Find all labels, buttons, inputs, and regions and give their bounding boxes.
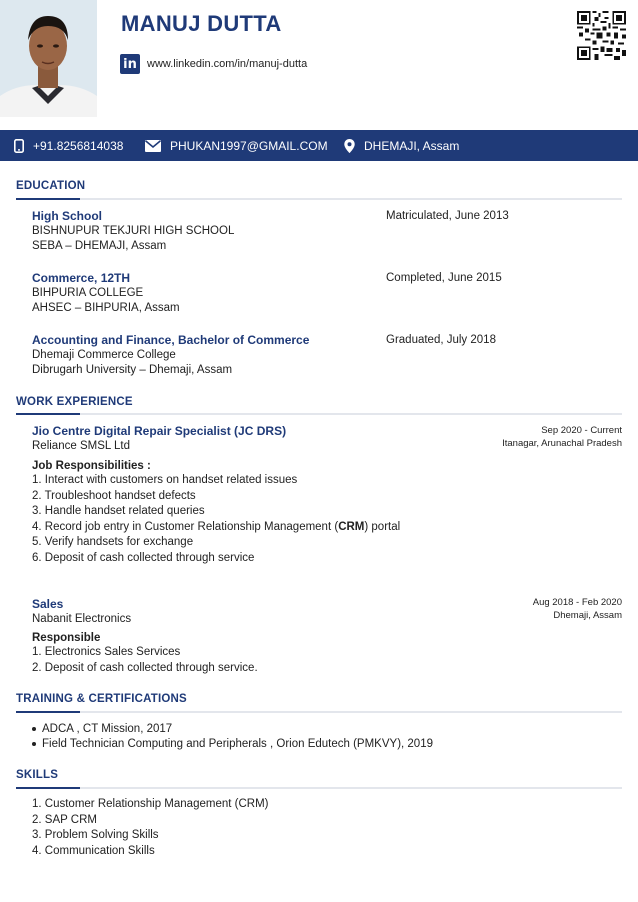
section-title-training: TRAINING & CERTIFICATIONS bbox=[16, 693, 187, 705]
list-item: 5. Verify handsets for exchange bbox=[32, 536, 194, 548]
section-divider bbox=[16, 787, 622, 789]
phone-icon bbox=[14, 139, 24, 153]
section-title-education: EDUCATION bbox=[16, 180, 86, 192]
education-board: AHSEC – BIHPURIA, Assam bbox=[32, 302, 180, 314]
education-heading: High School bbox=[32, 209, 102, 223]
phone-number[interactable]: +91.8256814038 bbox=[33, 138, 124, 153]
training-item: Field Technician Computing and Peripherals , Orion Edutech (PMKVY), 2019 bbox=[42, 738, 433, 751]
job-company: Nabanit Electronics bbox=[32, 613, 132, 625]
email-address[interactable]: PHUKAN1997@GMAIL.COM bbox=[170, 138, 328, 153]
job-title: Jio Centre Digital Repair Specialist (JC DRS) bbox=[32, 424, 287, 438]
list-item: 6. Deposit of cash collected through service bbox=[32, 551, 255, 564]
list-item bbox=[32, 721, 433, 737]
education-date: Completed, June 2015 bbox=[386, 272, 502, 284]
education-date: Matriculated, June 2013 bbox=[386, 210, 509, 222]
skills-list bbox=[32, 797, 268, 859]
location-text: DHEMAJI, Assam bbox=[364, 138, 460, 153]
job-location: Dhemaji, Assam bbox=[553, 610, 622, 621]
job-company: Reliance SMSL Ltd bbox=[32, 440, 131, 452]
job-subheading: Job Responsibilities : bbox=[32, 460, 151, 472]
training-list bbox=[32, 721, 433, 752]
job-dates: Aug 2018 - Feb 2020 bbox=[532, 597, 622, 608]
list-item bbox=[32, 737, 433, 753]
list-item: 1. Interact with customers on handset related issues bbox=[32, 474, 298, 486]
training-item: ADCA , CT Mission, 2017 bbox=[42, 722, 173, 735]
list-item: 2. Troubleshoot handset defects bbox=[32, 489, 196, 502]
qr-code bbox=[577, 11, 626, 60]
linkedin-icon: in bbox=[120, 54, 140, 74]
list-item-emphasis: CRM bbox=[338, 520, 365, 533]
job-meta bbox=[502, 424, 622, 450]
list-item bbox=[32, 520, 400, 536]
education-heading: Commerce, 12TH bbox=[32, 271, 131, 285]
list-item: 3. Problem Solving Skills bbox=[32, 829, 159, 841]
job-title: Sales bbox=[32, 597, 64, 611]
education-date: Graduated, July 2018 bbox=[386, 334, 496, 346]
list-item-text: ) portal bbox=[364, 520, 401, 533]
linkedin-url[interactable]: www.linkedin.com/in/manuj-dutta bbox=[147, 58, 308, 70]
bullet-icon bbox=[32, 727, 36, 731]
list-item: 1. Electronics Sales Services bbox=[32, 646, 181, 658]
job-duties bbox=[32, 645, 258, 676]
list-item: 3. Handle handset related queries bbox=[32, 505, 205, 517]
profile-photo bbox=[0, 0, 97, 117]
education-board: Dibrugarh University – Dhemaji, Assam bbox=[32, 364, 233, 376]
education-heading: Accounting and Finance, Bachelor of Commerce bbox=[32, 333, 310, 347]
education-institution: BISHNUPUR TEKJURI HIGH SCHOOL bbox=[32, 225, 235, 237]
job-meta bbox=[533, 596, 622, 622]
list-item: 2. SAP CRM bbox=[32, 813, 97, 826]
section-divider bbox=[16, 413, 622, 415]
bullet-icon bbox=[32, 742, 36, 746]
contact-email[interactable] bbox=[145, 130, 328, 161]
contact-location bbox=[344, 130, 459, 161]
job-duties bbox=[32, 473, 400, 566]
job-location: Itanagar, Arunachal Pradesh bbox=[502, 438, 622, 449]
candidate-name: MANUJ DUTTA bbox=[121, 11, 282, 36]
job-dates: Sep 2020 - Current bbox=[541, 425, 622, 436]
education-board: SEBA – DHEMAJI, Assam bbox=[32, 240, 167, 252]
list-item: 4. Communication Skills bbox=[32, 844, 155, 857]
section-title-skills: SKILLS bbox=[16, 769, 59, 781]
list-item: 1. Customer Relationship Management (CRM) bbox=[32, 798, 269, 810]
section-divider bbox=[16, 711, 622, 713]
list-item-text: 4. Record job entry in Customer Relationship Management ( bbox=[32, 520, 339, 533]
contact-phone[interactable] bbox=[14, 130, 123, 161]
section-divider bbox=[16, 198, 622, 200]
job-subheading: Responsible bbox=[32, 632, 101, 644]
contact-bar bbox=[0, 130, 638, 161]
linkedin-row[interactable] bbox=[120, 54, 307, 74]
list-item: 2. Deposit of cash collected through service. bbox=[32, 661, 258, 674]
location-pin-icon bbox=[344, 139, 355, 153]
education-institution: Dhemaji Commerce College bbox=[32, 349, 176, 361]
mail-icon bbox=[145, 140, 161, 152]
section-title-work: WORK EXPERIENCE bbox=[16, 396, 133, 408]
education-institution: BIHPURIA COLLEGE bbox=[32, 287, 144, 299]
